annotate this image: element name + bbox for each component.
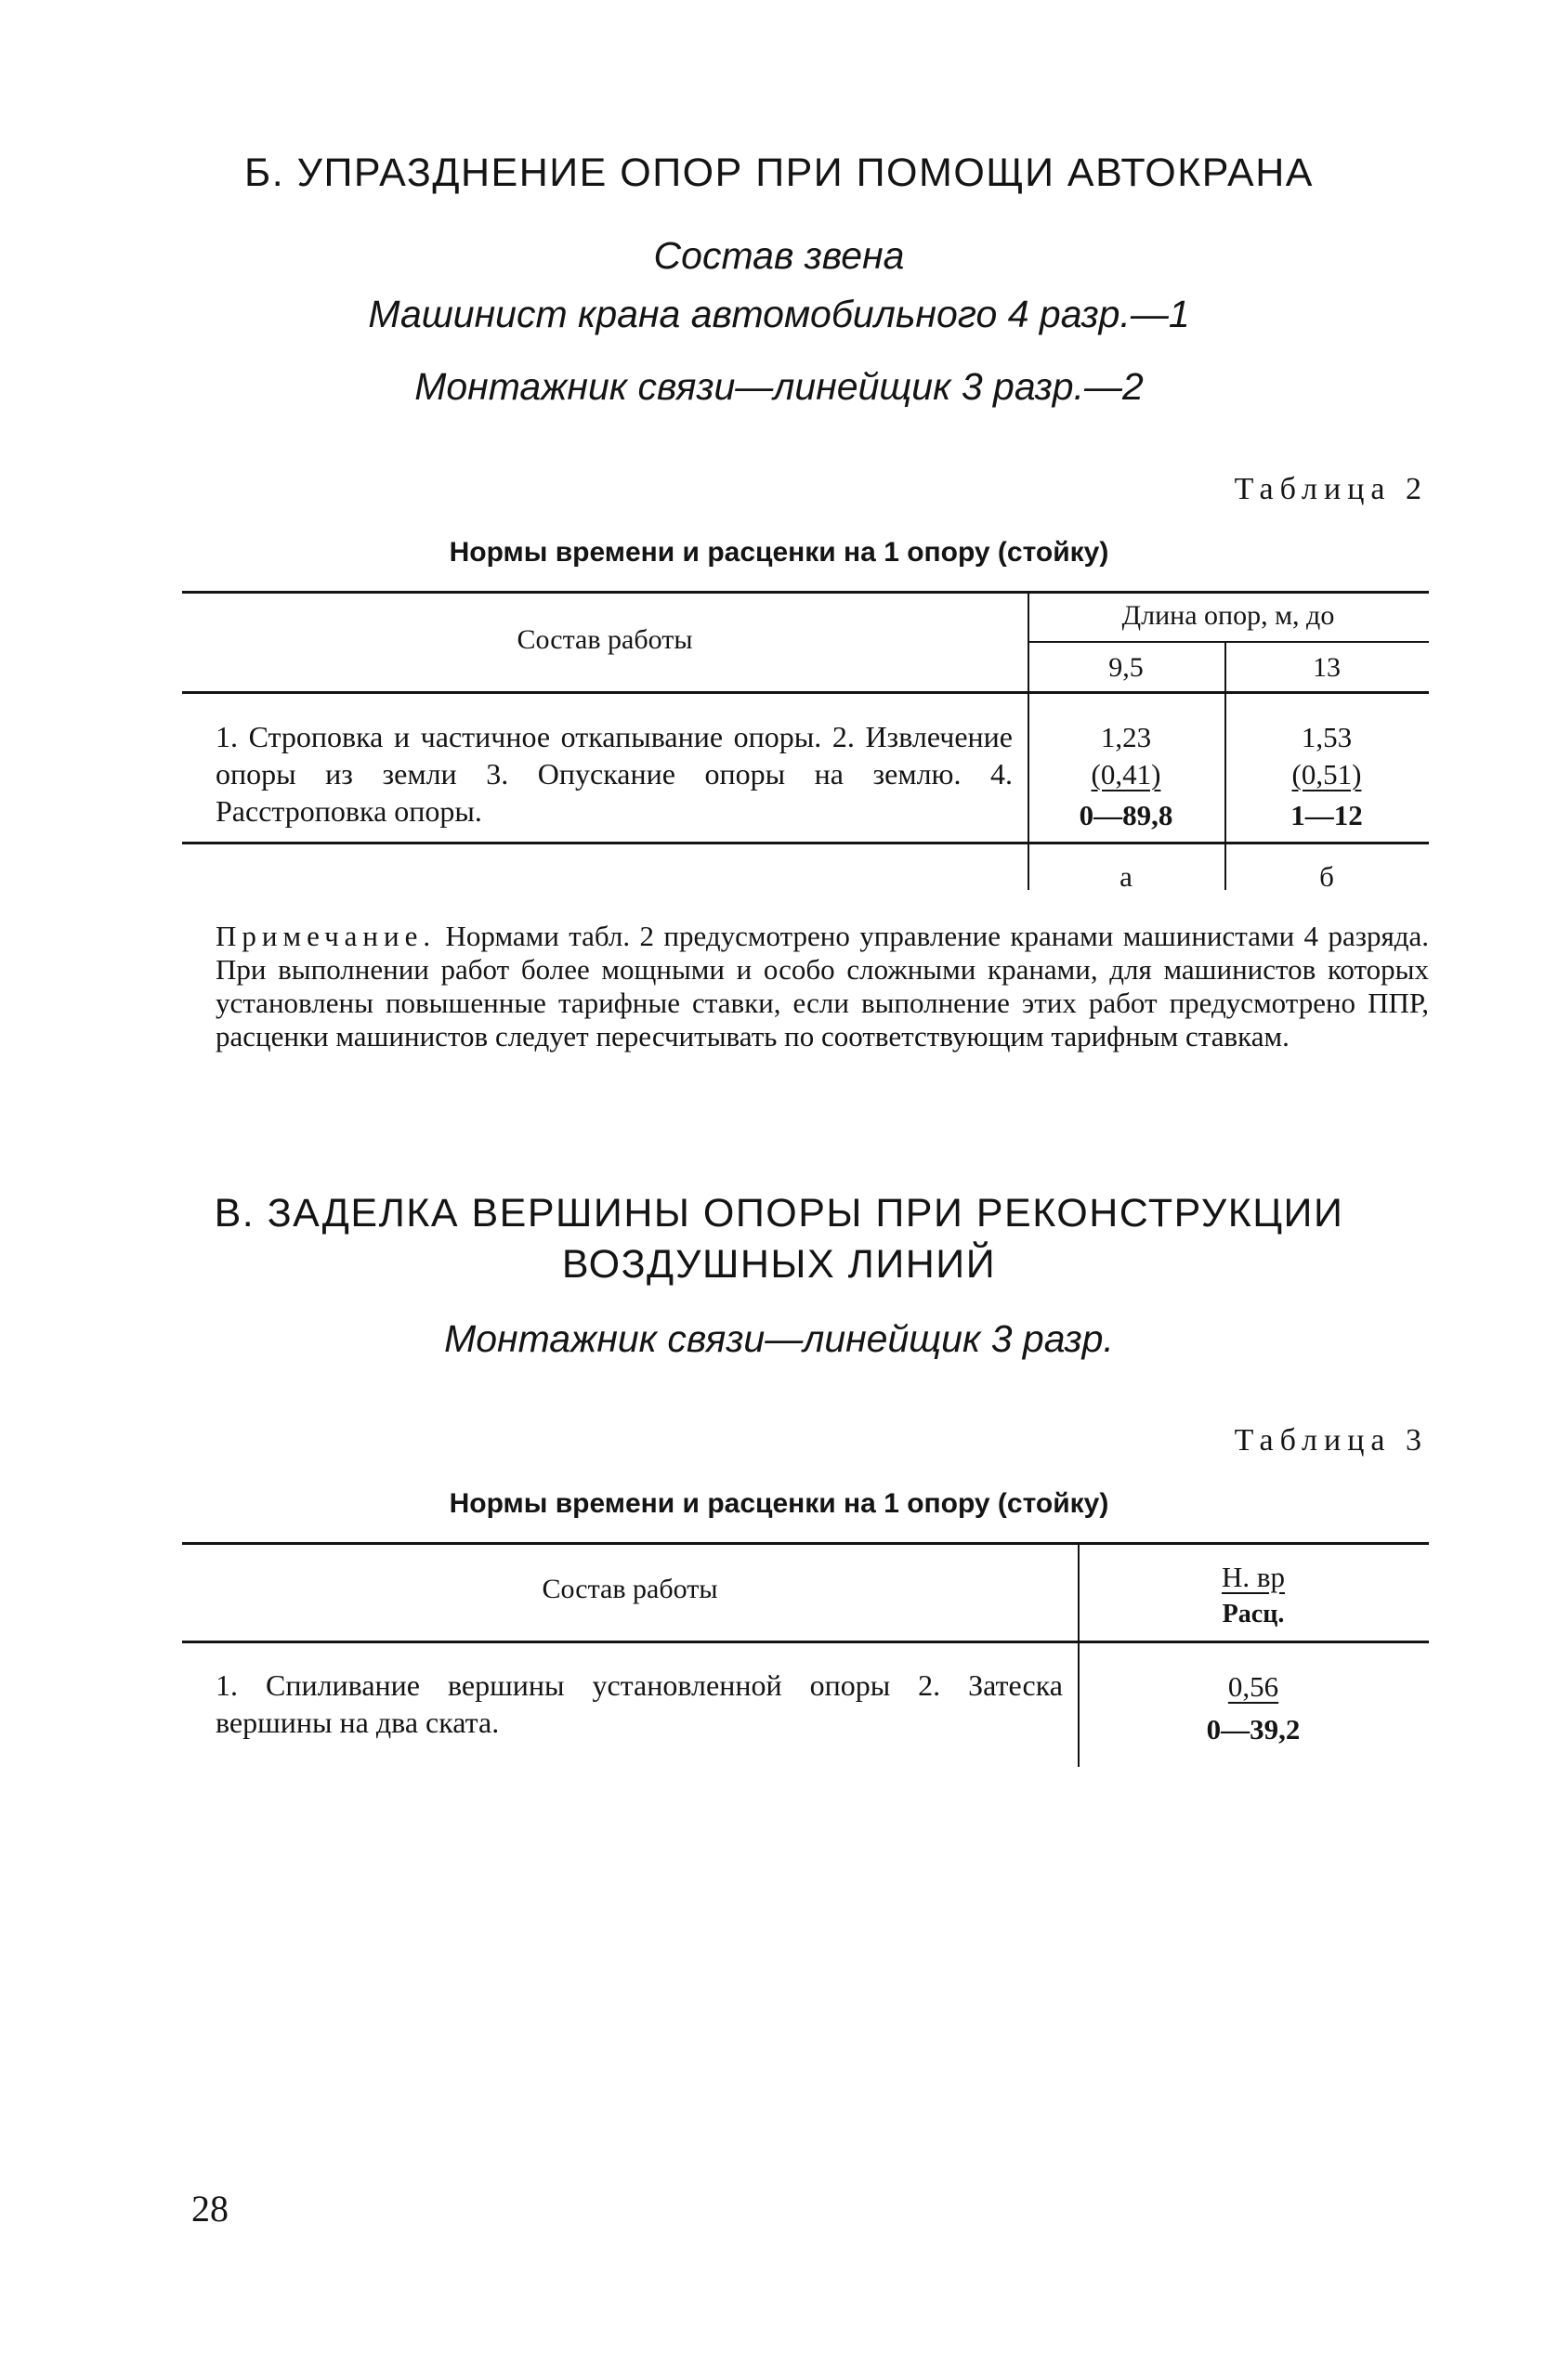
table-2-col-work: Состав работы (517, 624, 693, 655)
table-3-work-description: 1. Спиливание вершины установленной опоры 2. Затеска вершины на два ската. (216, 1668, 1063, 1739)
note-label: Примечание. (216, 920, 437, 952)
table-2-note (216, 920, 1429, 1053)
crew-member-2: Монтажник связи—линейщик 3 разр.—2 (414, 365, 1144, 408)
table-2-a-norm: 1,23 (1100, 721, 1152, 753)
table-2-a-price: 0—89,8 (1079, 799, 1173, 831)
table-2-col-b: 13 (1313, 652, 1341, 683)
table-2-b-machine: (0,51) (1291, 758, 1362, 791)
section-v-crew: Монтажник связи—линейщик 3 разр. (444, 1317, 1114, 1360)
table-2-b-norm: 1,53 (1301, 721, 1353, 753)
table-2-b-price: 1—12 (1290, 799, 1363, 831)
table-2-letter-a: а (1119, 860, 1132, 893)
table-3-col-price: Расц. (1222, 1600, 1285, 1628)
crew-member-1: Машинист крана автомобильного 4 разр.—1 (368, 293, 1190, 335)
table-2-caption: Нормы времени и расценки на 1 опору (стойку) (449, 537, 1109, 568)
table-3-label: Таблица 3 (1234, 1423, 1428, 1458)
table-3-header-rule (182, 1641, 1429, 1643)
table-3-col-norm: Н. вр (1221, 1561, 1286, 1593)
crew-title: Состав звена (653, 234, 905, 277)
table-2-label: Таблица 2 (1234, 472, 1428, 506)
section-v-heading-line-1: В. ЗАДЕЛКА ВЕРШИНЫ ОПОРЫ ПРИ РЕКОНСТРУКЦИИ (214, 1191, 1344, 1236)
table-2-a-machine: (0,41) (1091, 758, 1161, 791)
table-2-header-rule (182, 691, 1429, 694)
table-2-bottom-rule (182, 842, 1429, 844)
table-3-caption: Нормы времени и расценки на 1 опору (стойку) (449, 1488, 1109, 1519)
note-text: Нормами табл. 2 предусмотрено управление кранами машинистами 4 разряда. При выполнении работ более мощными и особо сложными кранами, для машинистов которых установлены повышенные тарифные ставки, если выполнение этих работ предусмотрено ППР, расценки машинистов следует пересчитывать по соответствующим тарифным ставкам. (216, 920, 1429, 1053)
table-2-col-a: 9,5 (1108, 652, 1144, 683)
table-2-work-description: 1. Строповка и частичное откапывание опоры. 2. Извлечение опоры из земли 3. Опускание опоры на землю. 4. Расстроповка опоры. (216, 720, 1013, 828)
page-number: 28 (191, 2188, 229, 2230)
section-v-heading-line-2: ВОЗДУШНЫХ ЛИНИЙ (561, 1242, 997, 1287)
table-2-top-rule (182, 591, 1429, 594)
table-3-col-work: Состав работы (542, 1574, 718, 1604)
table-3-top-rule (182, 1542, 1429, 1545)
section-b-heading: Б. УПРАЗДНЕНИЕ ОПОР ПРИ ПОМОЩИ АВТОКРАНА (244, 150, 1314, 195)
table-3-price: 0—39,2 (1206, 1713, 1301, 1746)
table-2-subheader-rule (1028, 641, 1429, 643)
table-3-norm: 0,56 (1227, 1670, 1279, 1703)
table-2-letter-b: б (1319, 860, 1334, 893)
table-2-col-length: Длина опор, м, до (1121, 600, 1335, 631)
